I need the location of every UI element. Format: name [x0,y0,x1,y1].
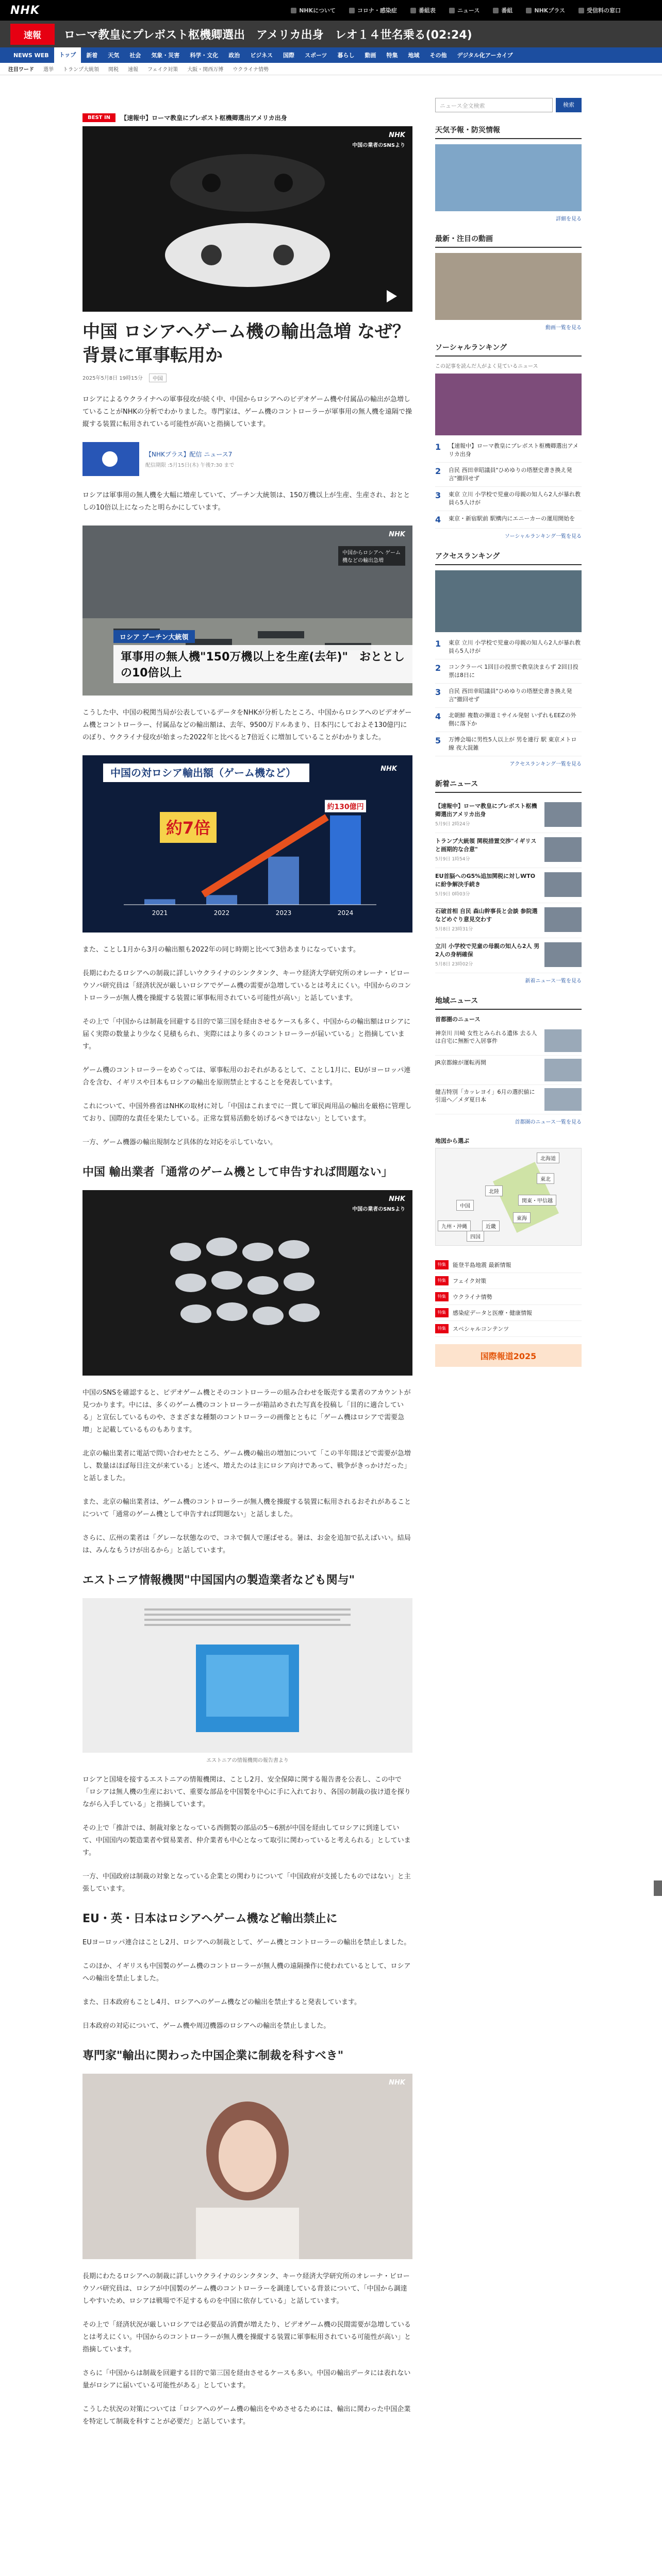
local-thumbnail [544,1029,582,1052]
nhk-plus-deadline: 配信期限 :5月15日(木) 午後7:30 まで [145,463,235,468]
chart-tick-label: 2021 [152,909,168,917]
trending-word[interactable]: 大阪・関西万博 [187,67,224,73]
special-link[interactable]: 特集 能登半島地震 最新情報 [435,1257,582,1273]
special-icon: 特集 [435,1324,449,1333]
chart-bar [144,899,175,905]
paragraph: 一方、中国政府は制裁の対象となっている企業との関わりについて「中国政府が支援したものではない」と主張しています。 [82,1873,411,1893]
trending-word[interactable]: 関税 [108,67,119,73]
local-news-item[interactable]: 健吉特別「カッレヨイ」6月の選択値に引退へ／メダ夏日本 [435,1085,582,1114]
region-kyushu[interactable]: 九州・沖縄 [438,1221,471,1231]
access-ranking [435,551,582,767]
top-link[interactable]: 番組 [493,6,512,14]
boxed-controllers-image [82,1190,412,1376]
paragraph: また、北京の輸出業者は、ゲーム機のコントローラーが無人機を操縦する装置に転用されるおそれがあることについて「通常のゲーム機として申告すれば問題ない」と話しました。 [82,1498,411,1518]
report-image [82,1598,412,1753]
paragraph: さらに「中国からは制裁を回避する目的で第三国を経由させるケースも多い。中国の輸出データには表れない量がロシアに届いている可能性がある」としています。 [82,2369,411,2389]
nav-item[interactable]: 動画 [365,52,376,59]
main-nav [0,47,662,63]
top-link[interactable]: 受信料の窓口 [578,6,621,14]
sns-image [82,1190,412,1376]
news-thumbnail [544,802,582,827]
region-hokuriku[interactable]: 北陸 [485,1185,503,1196]
nhk-watermark: NHK [389,2079,405,2087]
region-hokkaido[interactable]: 北海道 [537,1153,559,1163]
paragraph: このほか、イギリスも中国製のゲーム機のコントローラーが無人機の遠隔操作に使われているとして、ロシアへの輸出を禁止しました。 [82,1962,411,1982]
researcher-image [82,2074,412,2259]
link-icon [410,8,416,13]
nhk-logo[interactable]: NHK [10,4,40,17]
paragraph: その上で「経済状況が厳しいロシアでは必要品の消費が増えたり、ビデオゲーム機の民間需要が急増しているとは考えにくい。中国からのコントローラーが無人機を操縦する装置に軍事転用されている可能性が高い」と指摘しています。 [82,2321,411,2353]
nhk-plus-link[interactable] [82,442,412,476]
trending-word[interactable]: ウクライナ情勢 [233,67,269,73]
ranking-item[interactable]: 4 北朝鮮 複数の弾道ミサイル発射 いずれもEEZの外側に落下か [435,708,582,732]
special-icon: 特集 [435,1308,449,1317]
paragraph: ゲーム機のコントローラーをめぐっては、軍事転用のおそれがあるとして、ことし1月に、EUがヨーロッパ連合を含む、イギリスや日本もロシアの輸出を原則禁止とすることを発表しています。 [82,1066,411,1087]
nav-item[interactable]: 地域 [408,52,420,59]
breaking-message[interactable]: ローマ教皇にプレボスト枢機卿選出 アメリカ出身 レオ１４世名乗る(02:24) [64,28,472,42]
top-link[interactable]: NHKプラス [526,6,565,14]
new-news [435,778,582,984]
article [82,113,412,2439]
nav-item[interactable]: 国際 [283,52,294,59]
section-heading: EU・英・日本はロシアへゲーム機など輸出禁止に [82,1912,338,1925]
trending-word[interactable]: トランプ大統領 [63,67,99,73]
nav-item[interactable]: NEWS WEB [13,52,49,59]
local-thumbnail [544,1088,582,1111]
chart-ratio-label: 約7倍 [166,818,211,838]
paragraph: これについて、中国外務省はNHKの取材に対し「中国はこれまでに一貫して軍民両用品の輸出を厳格に管理しており、国際的な責任を果たしている。正常な貿易活動を妨げるべきではない」としています。 [82,1103,412,1123]
local-news-item[interactable]: 神奈川 川崎 女性とみられる遺体 去る人は自宅に無断で入居事件 [435,1026,582,1056]
video-more-link[interactable]: 動画一覧を見る [545,325,582,331]
image-caption: 中国の業者のSNSより [352,1207,405,1212]
image-caption: エストニアの情報機関の報告書より [206,1758,289,1764]
international-report-banner[interactable]: 国際報道2025 [435,1344,582,1367]
paragraph: また、日本政府もことし4月、ロシアへのゲーム機などの輸出を禁止すると発表しています。 [82,1998,361,2006]
video-thumbnail[interactable] [435,253,582,320]
article-meta [82,374,412,382]
game-controllers-image [82,126,412,312]
region-tohoku[interactable]: 東北 [537,1173,554,1184]
trending-word[interactable]: 選挙 [43,67,54,73]
special-icon: 特集 [435,1292,449,1301]
region-chugoku[interactable]: 中国 [456,1200,474,1211]
weather-map-image[interactable] [435,144,582,211]
nhk-watermark: NHK [389,131,405,139]
researcher-photo [82,2074,412,2259]
news-item[interactable]: 立川 小学校で児童の母親の知人ら2人 男2人の身柄確保 5月8日 23時02分 [435,938,582,973]
article-date: 2025年5月8日 19時15分 [82,376,143,381]
nhk-plus-title[interactable]: 【NHKプラス】配信 ニュース7 [145,451,233,458]
ranking-item[interactable]: 4 東京・新宿駅前 駅構内にエニーカーの運用開始を [435,511,582,529]
social-ranking-sub: この記事を読んだ人がよく見ているニュース [435,364,538,369]
ranking-thumbnail[interactable] [435,374,582,435]
article-category[interactable]: 中国 [149,374,167,382]
news-item[interactable]: EU首脳へのG5%追加関税に対しWTOに紛争解決手続き 5月9日 0時03分 [435,868,582,903]
news-item[interactable]: 石破首相 自民 森山幹事長と会談 参院選などめぐり意見交わす 5月8日 23時31分 [435,903,582,938]
chart-bar [268,857,299,905]
special-links [435,1257,582,1367]
weather-heading[interactable]: 天気予報・防災情報 [435,125,582,139]
feedback-tab[interactable] [654,1880,662,1896]
paragraph: 日本政府の対応について、ゲーム機や周辺機器のロシアへの輸出を禁止しました。 [82,2022,330,2030]
chart-bar [206,895,237,905]
section-heading: エストニア情報機関"中国国内の製造業者なども関与" [82,1574,355,1587]
search-input[interactable]: ニュース全文検索 [435,98,553,112]
weather-box [435,125,582,222]
access-ranking-more[interactable]: アクセスランキング一覧を見る [509,761,582,767]
top-links [291,6,621,14]
live-tag: BEST IN [82,113,115,122]
search-button[interactable]: 検索 [556,98,582,112]
link-icon [349,8,355,13]
search-box [435,98,582,112]
ranking-item[interactable]: 5 万博会場に男性5人以上が 男を連行 駅 東京メトロ線 夜大混雑 [435,732,582,756]
nhk-watermark: NHK [389,1195,405,1203]
news-thumbnail [544,907,582,932]
ranking-item[interactable]: 3 自民 西田幸昭議員"ひめゆりの塔歴史書き換え発言"撤回せず [435,684,582,708]
nav-item-top[interactable]: トップ [54,47,81,63]
export-chart [82,755,412,933]
top-link[interactable]: NHKについて [291,6,336,14]
region-shikoku[interactable]: 四国 [467,1231,484,1242]
local-news-sub[interactable]: 首都圏のニュース [435,1016,481,1023]
news-thumbnail [544,872,582,897]
breaking-news-bar[interactable] [0,21,662,47]
access-thumbnail[interactable] [435,570,582,632]
image-caption: 中国の業者のSNSより [352,143,405,148]
link-icon [449,8,455,13]
trending-words [0,63,662,75]
image-big-caption [113,630,412,683]
region-kinki[interactable]: 近畿 [482,1221,500,1231]
top-link[interactable]: 番組表 [410,6,436,14]
local-thumbnail [544,1059,582,1081]
nav-item[interactable]: 新着 [86,52,98,59]
link-icon [493,8,499,13]
new-news-more[interactable]: 新着ニュース一覧を見る [525,978,582,984]
sidebar [435,98,582,1378]
region-map [435,1137,582,1246]
paragraph: 北京の輸出業者に電話で問い合わせたところ、ゲーム機の輸出の増加について「この半年間ほどで需要が急増し、数量はほぼ毎日注文が来ている」と述べ、増えたのは主にロシア向けであって、戦争がきっかけだった」と話しました。 [82,1450,411,1482]
export-bar-chart [82,755,412,930]
chart-highlight-label: 約130億円 [327,803,364,811]
nhk-watermark: NHK [380,765,397,773]
trending-label: 注目ワード [8,67,34,73]
weather-more-link[interactable]: 詳細を見る [556,216,582,222]
local-news-item[interactable]: JR京都線が運転再開 [435,1056,582,1085]
trending-word[interactable]: 速報 [128,67,138,73]
play-button-icon[interactable] [82,442,139,476]
paragraph: その上で「推計では、制裁対象となっている西側製の部品の5～6割が中国を経由してロシアに到達していて、中国国内の製造業者や貿易業者、仲介業者も中心となって取引に関わっていると考えられる」としています。 [82,1824,411,1857]
paragraph: こうした状況の対策については「ロシアへのゲーム機の輸出をやめさせるためには、輸出に関わった中国企業を特定して制裁を科すことが必要だ」と話しています。 [82,2405,411,2426]
special-link[interactable]: 特集 感染症データと医療・健康情報 [435,1305,582,1321]
access-ranking-heading: アクセスランキング [435,551,582,565]
live-text[interactable]: 【速報中】ローマ教皇にプレボスト枢機卿選出アメリカ出身 [121,114,287,122]
local-news-more[interactable]: 首都圏のニュース一覧を見る [515,1120,582,1125]
nav-item[interactable]: その他 [429,52,447,59]
nhk-watermark: NHK [389,531,405,538]
top-link[interactable]: ニュース [449,6,479,14]
nav-item[interactable]: 科学・文化 [190,52,219,59]
video-box [435,233,582,331]
news-thumbnail [544,942,582,967]
video-heading[interactable]: 最新・注目の動画 [435,233,582,248]
news-thumbnail [544,837,582,862]
special-icon: 特集 [435,1260,449,1269]
article-title: 中国 ロシアへゲーム機の輸出急増 なぜ？背景に軍事転用か [82,321,410,366]
ranking-item[interactable]: 2 自民 西田幸昭議員"ひめゆりの塔歴史書き換え発言"撤回せず [435,463,582,487]
special-icon: 特集 [435,1276,449,1285]
paragraph: 長期にわたるロシアへの制裁に詳しいウクライナのシンクタンク、キーウ経済大学研究所のオレーナ・ビローウソバ研究員は、ロシアが中国製のゲーム機のコントローラーを調達している背景について、「中国から調達しやすいため、ロシアは戦場で不足するものを中国に依存している」と話しています。 [82,2273,410,2305]
special-link[interactable]: 特集 フェイク対策 [435,1273,582,1289]
paragraph: ロシアと国境を接するエストニアの情報機関は、ことし2月、安全保障に関する報告書を公表し、この中で「ロシアは無人機の生産において、重要な部品を中国製を中心に手に入れており、各国の制裁の抜け道を探りながら入手している」と指摘しています。 [82,1776,411,1808]
paragraph: EUヨーロッパ連合はことし2月、ロシアへの制裁として、ゲーム機とコントローラーの輸出を禁止しました。 [82,1939,411,1946]
section-heading: 中国 輸出業者「通常のゲーム機として申告すれば問題ない」 [82,1166,393,1179]
chart-tick-label: 2023 [275,909,292,917]
caption-tag: ロシア プーチン大統領 [113,630,195,643]
paragraph: さらに、広州の業者は「グレーな状態なので、コネで個人で運ばせる。暑は、お金を追加で払えばいい。結局は、みんなもうけが出るから」と話しています。 [82,1534,411,1554]
breaking-tag: 速報 [10,24,55,45]
special-link[interactable]: 特集 スペシャルコンテンツ [435,1321,582,1337]
nav-item[interactable]: 暮らし [337,52,355,59]
paragraph: ロシアは軍事用の無人機を大幅に増産していて、プーチン大統領は、150万機以上が生産、生産され、おととしの10倍以上になったと明らかにしています。 [82,492,410,512]
special-link[interactable]: 特集 ウクライナ情勢 [435,1289,582,1305]
nav-item[interactable]: 気象・災害 [151,52,180,59]
trending-word[interactable]: フェイク対策 [147,67,178,73]
japan-map [435,1148,582,1246]
social-ranking-heading: ソーシャルランキング [435,342,582,357]
top-bar [0,0,662,21]
caption-text: 軍事用の無人機"150万機以上を生産(去年)" おととしの10倍以上 [113,645,412,683]
chart-title: 中国の対ロシア輸出額（ゲーム機など） [110,767,296,779]
news-item[interactable]: トランプ大統領 関税措置交渉"イギリスと画期的な合意" 5月9日 1時54分 [435,833,582,868]
section-heading: 専門家"輸出に関わった中国企業に制裁を科すべき" [82,2049,344,2062]
social-ranking [435,342,582,539]
nav-item[interactable]: ビジネス [250,52,273,59]
nav-item[interactable]: 天気 [108,52,120,59]
ranking-item[interactable]: 1 東京 立川 小学校で児童の母親の知人ら2人が暴れ教員ら5人けが [435,635,582,659]
link-icon [578,8,584,13]
paragraph: その上で「中国からは制裁を回避する目的で第三国を経由させるケースも多く、中国からの輸出額はロシアに届く実際の数量より少なく見積もられ、実際にはより多くのコントローラーが届いている」と指摘しています。 [82,1018,411,1050]
top-link[interactable]: コロナ・感染症 [349,6,397,14]
new-news-heading: 新着ニュース [435,778,582,793]
ranking-item[interactable]: 2 コンクラーベ 1回目の投票で教皇決まらず 2回目投票は8日に [435,659,582,684]
news-item[interactable]: 【速報中】ローマ教皇にプレボスト枢機卿選出アメリカ出身 5月9日 2時24分 [435,798,582,833]
local-news [435,995,582,1125]
link-icon [526,8,532,13]
nav-item[interactable]: 特集 [386,52,398,59]
chart-tick-label: 2024 [337,909,354,917]
live-bar[interactable] [82,113,412,122]
intelligence-report-image [82,1598,412,1753]
social-ranking-more[interactable]: ソーシャルランキング一覧を見る [504,534,582,539]
nav-item[interactable]: 社会 [129,52,141,59]
paragraph: 中国のSNSを確認すると、ビデオゲーム機とそのコントローラーの組み合わせを販売する業者のアカウントが見つかります。中には、多くのゲーム機のコントローラーが箱詰めされた写真を投稿し「目的に適合している」と宣伝しているものや、さまざまな種類のコントローラーの画像とともに「ゲーム機はロシアで需要急増」と記載しているものもあります。 [82,1389,411,1434]
region-map-title: 地図から選ぶ [435,1138,469,1144]
drone-image [82,526,412,696]
ranking-item[interactable]: 3 東京 立川 小学校で児童の母親の知人ら2人が暴れ教員ら5人けが [435,487,582,511]
region-tokai[interactable]: 東海 [513,1212,531,1223]
paragraph: 長期にわたるロシアへの制裁に詳しいウクライナのシンクタンク、キーウ経済大学研究所のオレーナ・ビローウソバ研究員は「経済状況が厳しいロシアでゲーム機の需要が急増しているとは考えにくい。中国からのコントローラーが無人機を操縦する装置に軍事転用されている可能性が高い」と話しています。 [82,970,411,1002]
paragraph: こうした中、中国の税関当局が公表しているデータをNHKが分析したところ、中国からロシアへのビデオゲーム機とコントローラー、付属品などの輸出額は、去年、9500万ドルあまり、日本円にしておよそ130億円にのぼり、ウクライナ侵攻が始まった2022年と比べると7倍近くに増加していることがわかりました。 [82,709,412,741]
paragraph: また、ことし1月から3月の輸出額も2022年の同じ時期と比べて3倍あまりになっています。 [82,946,360,954]
nav-item[interactable]: デジタル化アーカイブ [457,52,513,59]
region-kanto[interactable]: 関東・甲信越 [518,1195,556,1206]
nav-item[interactable]: 政治 [228,52,240,59]
chart-tick-label: 2022 [213,909,230,917]
chart-bar [330,816,361,905]
lead-image[interactable] [82,126,412,312]
local-news-heading: 地域ニュース [435,995,582,1010]
paragraph: 一方、ゲーム機器の輸出規制など具体的な対応を示していない。 [82,1139,277,1146]
paragraph: ロシアによるウクライナへの軍事侵攻が続く中、中国からロシアへのビデオゲーム機や付属品の輸出が急増していることがNHKの分析でわかりました。専門家は、ゲーム機のコントローラーが軍事用の無人機を遠隔で操縦する装置に転用されている可能性が高いと指摘しています。 [82,396,412,428]
ranking-item[interactable]: 1 【速報中】ローマ教皇にプレボスト枢機卿選出アメリカ出身 [435,438,582,463]
image-small-caption: 中国からロシアへ ゲーム機などの輸出急増 [338,546,405,566]
nav-item[interactable]: スポーツ [304,52,327,59]
link-icon [291,8,296,13]
